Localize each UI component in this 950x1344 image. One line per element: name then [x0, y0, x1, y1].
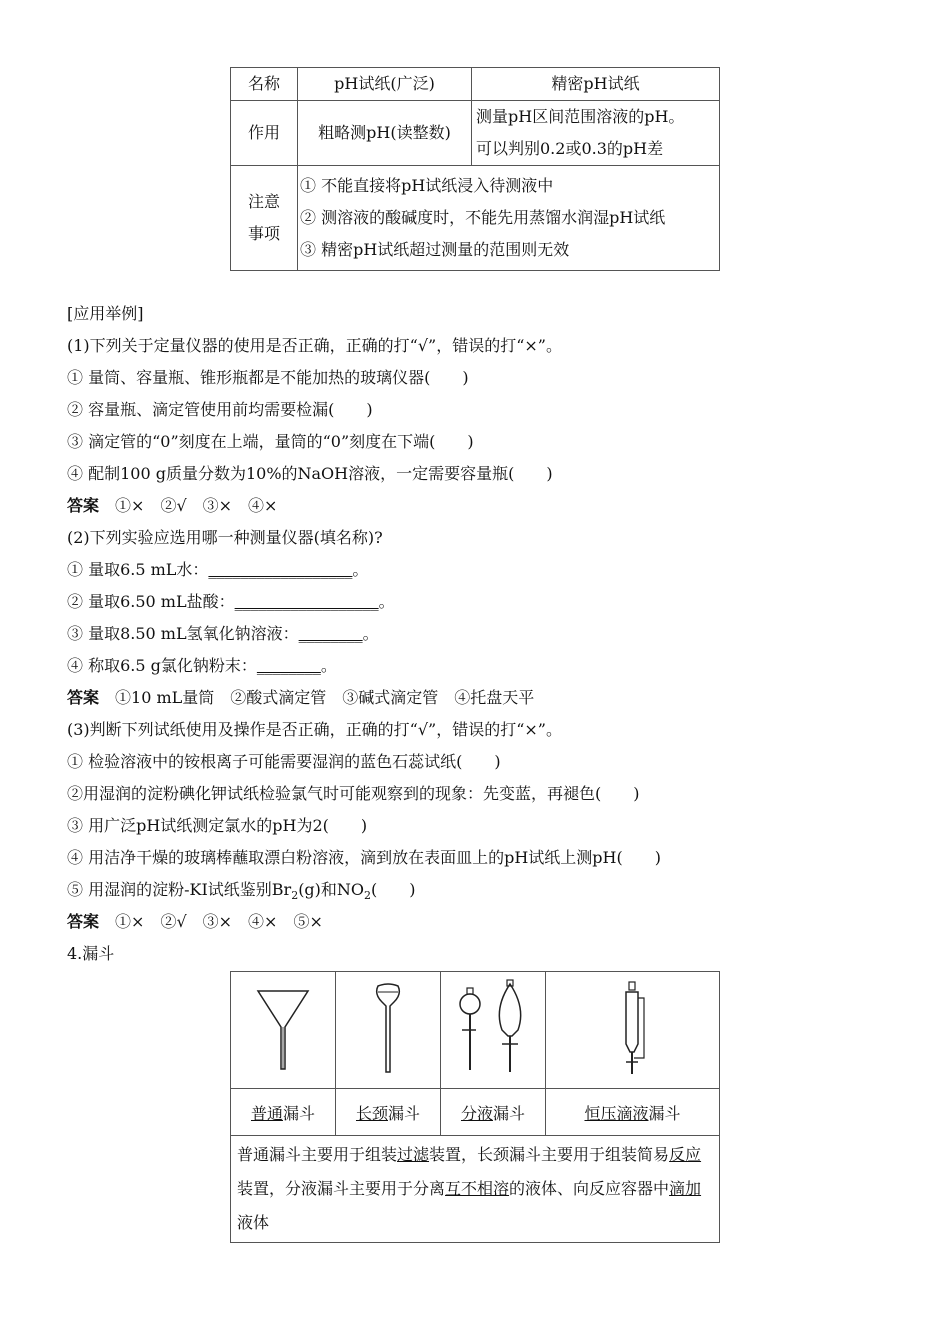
use-precise	[472, 101, 720, 166]
ordinary-funnel-icon	[253, 983, 313, 1073]
table-header-broad: pH试纸(广泛)	[298, 68, 472, 101]
desc-text: 装置，分液漏斗主要用于分离	[237, 1179, 446, 1198]
ph-paper-table	[230, 67, 720, 271]
desc-key-term: 反应	[669, 1145, 702, 1164]
funnel-name-rest: 漏斗	[493, 1103, 526, 1123]
q1-item: ③ 滴定管的“0”刻度在上端，量筒的“0”刻度在下端( )	[67, 432, 474, 451]
q2-item-text: ③ 量取8.50 mL氢氧化钠溶液：	[67, 624, 299, 643]
q3-item: ②用湿润的淀粉碘化钾试纸检验氯气时可能观察到的现象：先变蓝，再褪色( )	[67, 784, 640, 803]
separatory-funnel-icon	[448, 978, 538, 1078]
use-precise-line-1: 测量pH区间范围溶液的pH。	[476, 107, 685, 126]
answer-blank[interactable]: ________	[298, 624, 363, 643]
row-label-notes	[231, 166, 298, 271]
desc-key-term: 滴加	[669, 1179, 702, 1198]
desc-text: 普通漏斗主要用于组装	[237, 1145, 398, 1164]
answer-blank[interactable]: ________	[256, 656, 321, 675]
q3-answer	[67, 906, 887, 938]
q1-item: ④ 配制100 g质量分数为10%的NaOH溶液，一定需要容量瓶( )	[67, 464, 553, 483]
funnel-name-underlined: 分液	[460, 1103, 493, 1123]
notes-label-1: 注意	[247, 192, 280, 211]
q2-item-text: ① 量取6.5 mL水：	[67, 560, 209, 579]
q2-prompt: (2)下列实验应选用哪一种测量仪器(填名称)?	[67, 528, 383, 547]
q3-item5-text: ⑤ 用湿润的淀粉-KI试纸鉴别Br	[67, 880, 292, 899]
notes-label-2: 事项	[247, 224, 280, 243]
notes-cell	[298, 166, 720, 271]
q2-item-end: 。	[378, 592, 395, 611]
q2-item-end: 。	[352, 560, 369, 579]
q2-item	[67, 618, 887, 650]
funnel-name-long-neck	[336, 1089, 441, 1136]
funnel-name-underlined: 恒压滴液	[584, 1103, 649, 1123]
desc-text: 液体	[237, 1213, 270, 1232]
use-broad: 粗略测pH(读整数)	[298, 101, 472, 166]
desc-text: 的液体、向反应容器中	[509, 1179, 670, 1198]
q3-item: ① 检验溶液中的铵根离子可能需要湿润的蓝色石蕊试纸( )	[67, 752, 501, 771]
funnel-name-constant-pressure	[546, 1089, 720, 1136]
funnel-table	[230, 971, 720, 1243]
funnel-heading: 4.漏斗	[67, 944, 115, 963]
q2-item	[67, 586, 887, 618]
q3-item: ③ 用广泛pH试纸测定氯水的pH为2( )	[67, 816, 368, 835]
q2-item-end: 。	[320, 656, 337, 675]
q2-item	[67, 554, 887, 586]
q1-item: ② 容量瓶、滴定管使用前均需要检漏( )	[67, 400, 373, 419]
desc-key-term: 互不相溶	[445, 1179, 510, 1198]
q3-item5-text: ( )	[371, 880, 416, 899]
funnel-name-rest: 漏斗	[648, 1103, 681, 1123]
q3-item	[67, 874, 887, 906]
table-header-name: 名称	[231, 68, 298, 101]
subscript: 2	[291, 889, 299, 902]
note-item: ① 不能直接将pH试纸浸入待测液中	[300, 176, 554, 195]
desc-text: 装置，长颈漏斗主要用于组装简易	[429, 1145, 670, 1164]
ordinary-funnel-cell	[231, 972, 336, 1089]
q2-item-text: ② 量取6.50 mL盐酸：	[67, 592, 235, 611]
q3-prompt: (3)判断下列试纸使用及操作是否正确，正确的打“√”，错误的打“×”。	[67, 720, 562, 739]
funnel-name-rest: 漏斗	[388, 1103, 421, 1123]
q2-item-end: 。	[362, 624, 379, 643]
long-neck-funnel-icon	[368, 978, 408, 1078]
answer-text: ①× ②√ ③× ④× ⑤×	[115, 912, 323, 931]
funnel-description	[231, 1136, 720, 1243]
answer-text: ①10 mL量筒 ②酸式滴定管 ③碱式滴定管 ④托盘天平	[115, 688, 535, 707]
q3-item: ④ 用洁净干燥的玻璃棒蘸取漂白粉溶液，滴到放在表面皿上的pH试纸上测pH( )	[67, 848, 661, 867]
exercise-content	[67, 298, 887, 970]
table-header-precise: 精密pH试纸	[472, 68, 720, 101]
funnel-name-rest: 漏斗	[283, 1103, 316, 1123]
use-precise-line-2: 可以判别0.2或0.3的pH差	[476, 139, 664, 158]
answer-label: 答案	[67, 912, 100, 931]
funnel-name-ordinary	[231, 1089, 336, 1136]
q2-answer	[67, 682, 887, 714]
constant-pressure-funnel-cell	[546, 972, 720, 1089]
answer-label: 答案	[67, 688, 100, 707]
q2-item	[67, 650, 887, 682]
note-item: ② 测溶液的酸碱度时，不能先用蒸馏水润湿pH试纸	[300, 208, 666, 227]
q1-prompt: (1)下列关于定量仪器的使用是否正确，正确的打“√”，错误的打“×”。	[67, 336, 562, 355]
section-title: [应用举例]	[67, 304, 144, 323]
constant-pressure-funnel-icon	[613, 978, 653, 1078]
q3-item5-text: (g)和NO	[298, 880, 365, 899]
q1-item: ① 量筒、容量瓶、锥形瓶都是不能加热的玻璃仪器( )	[67, 368, 469, 387]
separatory-funnel-cell	[441, 972, 546, 1089]
q1-answer	[67, 490, 887, 522]
desc-key-term: 过滤	[397, 1145, 430, 1164]
funnel-name-underlined: 长颈	[355, 1103, 388, 1123]
subscript: 2	[364, 889, 372, 902]
answer-blank[interactable]: __________________	[234, 592, 379, 611]
answer-label: 答案	[67, 496, 100, 515]
funnel-name-separatory	[441, 1089, 546, 1136]
answer-text: ①× ②√ ③× ④×	[115, 496, 278, 515]
note-item: ③ 精密pH试纸超过测量的范围则无效	[300, 240, 570, 259]
answer-blank[interactable]: __________________	[208, 560, 353, 579]
q2-item-text: ④ 称取6.5 g氯化钠粉末：	[67, 656, 257, 675]
row-label-use: 作用	[231, 101, 298, 166]
funnel-name-underlined: 普通	[250, 1103, 283, 1123]
long-neck-funnel-cell	[336, 972, 441, 1089]
